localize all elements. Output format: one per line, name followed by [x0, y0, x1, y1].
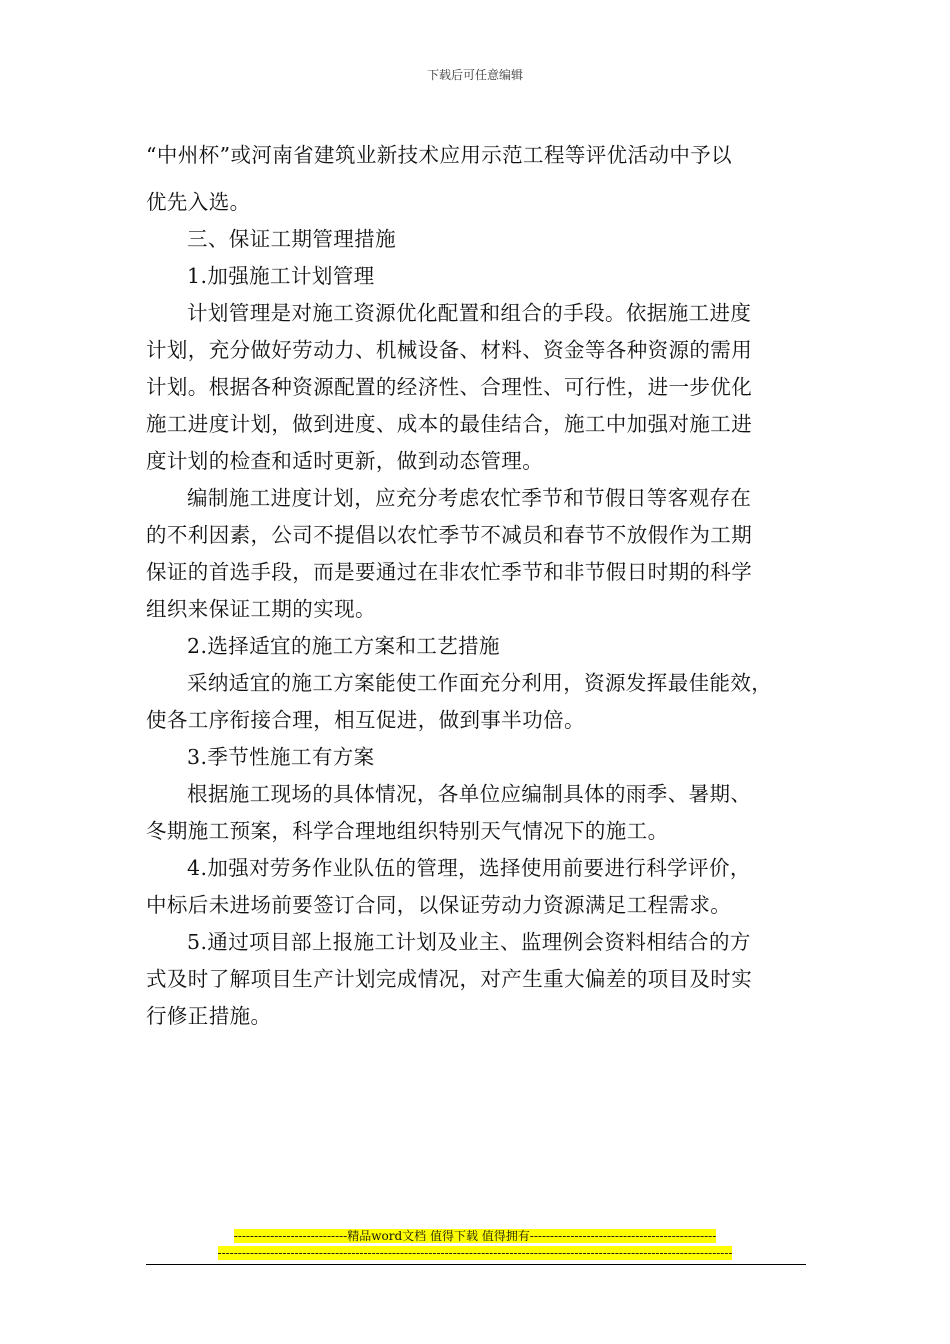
- text-line: 施工进度计划，做到进度、成本的最佳结合，施工中加强对施工进: [146, 412, 753, 436]
- paragraph: [146, 776, 808, 850]
- paragraph: [146, 924, 808, 1035]
- footer-banner: ----------------------------精品word文档 值得下载 值得拥有----------------------------------------------: [233, 1229, 717, 1243]
- paragraph: [146, 295, 808, 480]
- text-line: 计划管理是对施工资源优化配置和组合的手段。依据施工进度: [187, 301, 752, 325]
- text-line: 三、保证工期管理措施: [187, 227, 396, 251]
- paragraph: [146, 665, 808, 739]
- text-line: 3.季节性施工有方案: [187, 745, 375, 769]
- text-line: 4.加强对劳务作业队伍的管理，选择使用前要进行科学评价，: [187, 856, 751, 880]
- text-line: 1.加强施工计划管理: [187, 264, 375, 288]
- text-line: 使各工序衔接合理，相互促进，做到事半功倍。: [146, 708, 585, 732]
- subsection-heading: [146, 739, 808, 776]
- text-line: 优先入选。: [146, 190, 251, 214]
- subsection-heading: [146, 628, 808, 665]
- paragraph: [146, 137, 808, 221]
- text-line: 度计划的检查和适时更新，做到动态管理。: [146, 449, 544, 473]
- paragraph: [146, 480, 808, 628]
- document-body: [146, 137, 808, 1035]
- text-line: 式及时了解项目生产计划完成情况，对产生重大偏差的项目及时实: [146, 967, 753, 991]
- text-line: 保证的首选手段，而是要通过在非农忙季节和非节假日时期的科学: [146, 560, 753, 584]
- page-header: 下载后可任意编辑: [426, 68, 523, 82]
- paragraph: [146, 850, 808, 924]
- text-line: 5.通过项目部上报施工计划及业主、监理例会资料相结合的方: [187, 930, 751, 954]
- footer-rule: [146, 1264, 806, 1265]
- footer-dashes: -------------------------------------------------------------------------------------------------------------------------------: [217, 1246, 733, 1260]
- text-line: 2.选择适宜的施工方案和工艺措施: [187, 634, 500, 658]
- page-footer: [0, 1228, 950, 1262]
- text-line: 编制施工进度计划，应充分考虑农忙季节和节假日等客观存在: [187, 486, 752, 510]
- text-line: 采纳适宜的施工方案能使工作面充分利用，资源发挥最佳能效，: [187, 671, 773, 695]
- text-line: 计划。根据各种资源配置的经济性、合理性、可行性，进一步优化: [146, 375, 753, 399]
- subsection-heading: [146, 258, 808, 295]
- text-line: 的不利因素，公司不提倡以农忙季节不减员和春节不放假作为工期: [146, 523, 753, 547]
- text-line: 组织来保证工期的实现。: [146, 597, 376, 621]
- text-line: 中标后未进场前要签订合同，以保证劳动力资源满足工程需求。: [146, 893, 732, 917]
- text-line: 行修正措施。: [146, 1004, 272, 1028]
- text-line: 冬期施工预案，科学合理地组织特别天气情况下的施工。: [146, 819, 669, 843]
- text-line: 计划，充分做好劳动力、机械设备、材料、资金等各种资源的需用: [146, 338, 753, 362]
- text-line: 根据施工现场的具体情况，各单位应编制具体的雨季、暑期、: [187, 782, 752, 806]
- section-heading: [146, 221, 808, 258]
- text-line: “中州杯”或河南省建筑业新技术应用示范工程等评优活动中予以: [146, 143, 733, 167]
